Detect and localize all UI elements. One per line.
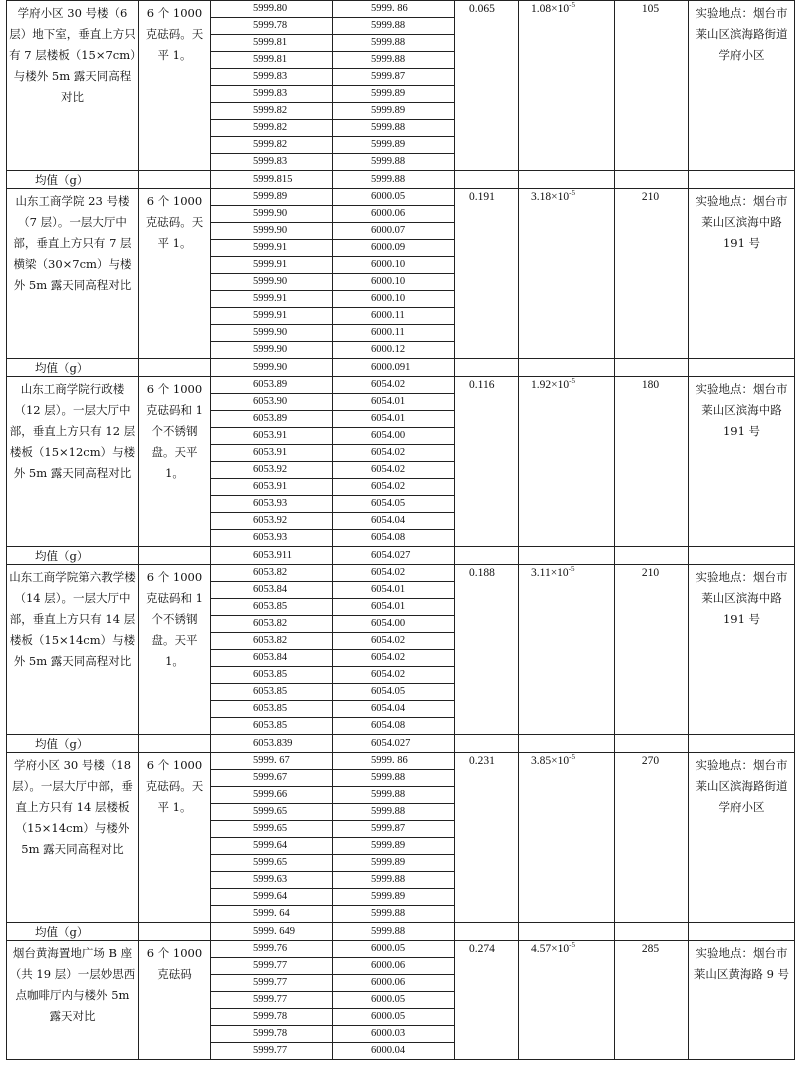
- outdoor-reading: 6000.06: [333, 975, 455, 992]
- indoor-reading: 5999.80: [211, 1, 333, 18]
- table-row: [7, 753, 795, 770]
- outdoor-reading: 6000.05: [333, 941, 455, 958]
- relative-ratio: [519, 941, 615, 1060]
- outdoor-reading: 5999.89: [333, 137, 455, 154]
- empty-cell: [519, 735, 615, 753]
- indoor-reading: 5999.78: [211, 1009, 333, 1026]
- measurement-table: [6, 0, 795, 1060]
- ratio-base: 3.11×10: [531, 567, 569, 579]
- relative-ratio: [519, 1, 615, 171]
- indoor-reading: 6053.91: [211, 428, 333, 445]
- empty-cell: [455, 547, 519, 565]
- outdoor-reading: 6000.03: [333, 1026, 455, 1043]
- test-object: 6 个 1000 克砝码。天平 1。: [139, 189, 211, 359]
- indoor-reading: 5999.90: [211, 223, 333, 240]
- outdoor-reading: 5999.88: [333, 52, 455, 69]
- outdoor-reading: 6054.00: [333, 616, 455, 633]
- mass-difference: 0.191: [455, 189, 519, 359]
- outdoor-reading: 6000.05: [333, 189, 455, 206]
- indoor-reading: 5999. 67: [211, 753, 333, 770]
- indoor-average: 6053.839: [211, 735, 333, 753]
- outdoor-average: 5999.88: [333, 923, 455, 941]
- outdoor-reading: 6000.05: [333, 1009, 455, 1026]
- indoor-reading: 5999.90: [211, 206, 333, 223]
- empty-cell: [455, 735, 519, 753]
- indoor-reading: 6053.84: [211, 582, 333, 599]
- outdoor-reading: 5999.88: [333, 906, 455, 923]
- outdoor-reading: 6054.04: [333, 513, 455, 530]
- outdoor-reading: 6054.02: [333, 565, 455, 582]
- average-label: 均值（g）: [7, 735, 139, 753]
- outdoor-reading: 6054.05: [333, 684, 455, 701]
- empty-cell: [615, 547, 689, 565]
- outdoor-reading: 6054.04: [333, 701, 455, 718]
- outdoor-average: 5999.88: [333, 171, 455, 189]
- outdoor-reading: 5999.88: [333, 872, 455, 889]
- table-row: [7, 377, 795, 394]
- indoor-reading: 5999.91: [211, 308, 333, 325]
- outdoor-reading: 6000.07: [333, 223, 455, 240]
- outdoor-reading: 6054.01: [333, 394, 455, 411]
- average-label: 均值（g）: [7, 547, 139, 565]
- outdoor-reading: 5999.88: [333, 770, 455, 787]
- indoor-reading: 6053.91: [211, 445, 333, 462]
- empty-cell: [139, 547, 211, 565]
- indoor-reading: 5999.77: [211, 958, 333, 975]
- indoor-reading: 5999.65: [211, 855, 333, 872]
- indoor-reading: 6053.85: [211, 667, 333, 684]
- empty-cell: [455, 359, 519, 377]
- experiment-location: 实验地点：烟台市莱山区黄海路 9 号: [689, 941, 795, 1060]
- outdoor-reading: 6054.02: [333, 650, 455, 667]
- outdoor-reading: 6054.02: [333, 667, 455, 684]
- empty-cell: [139, 923, 211, 941]
- average-row: [7, 171, 795, 189]
- ratio-exponent: -5: [568, 565, 575, 574]
- indoor-reading: 5999.77: [211, 1043, 333, 1060]
- outdoor-reading: 5999.88: [333, 18, 455, 35]
- ratio-base: 3.18×10: [531, 191, 570, 203]
- table-row: [7, 941, 795, 958]
- empty-cell: [689, 923, 795, 941]
- outdoor-reading: 6000.12: [333, 342, 455, 359]
- outdoor-reading: 5999. 86: [333, 1, 455, 18]
- outdoor-reading: 6000.11: [333, 325, 455, 342]
- outdoor-reading: 5999. 86: [333, 753, 455, 770]
- ratio-base: 1.08×10: [531, 3, 570, 15]
- experiment-location: 实验地点：烟台市莱山区滨海中路 191 号: [689, 377, 795, 547]
- experiment-description: 山东工商学院行政楼（12 层）。一层大厅中部，垂直上方只有 12 层楼板（15×12cm）与楼外 5m 露天同高程对比: [7, 377, 139, 547]
- outdoor-reading: 6000.10: [333, 274, 455, 291]
- outdoor-reading: 6054.08: [333, 718, 455, 735]
- experiment-description: 学府小区 30 号楼（6 层）地下室，垂直上方只有 7 层楼板（15×7cm）与楼外 5m 露天同高程对比: [7, 1, 139, 171]
- indoor-average: 5999. 649: [211, 923, 333, 941]
- table-row: [7, 189, 795, 206]
- empty-cell: [689, 171, 795, 189]
- indoor-reading: 5999.83: [211, 69, 333, 86]
- mass-difference: 0.231: [455, 753, 519, 923]
- empty-cell: [139, 359, 211, 377]
- empty-cell: [519, 547, 615, 565]
- outdoor-average: 6054.027: [333, 547, 455, 565]
- outdoor-reading: 6054.05: [333, 496, 455, 513]
- building-height: 210: [615, 189, 689, 359]
- indoor-reading: 6053.85: [211, 701, 333, 718]
- outdoor-reading: 6000.10: [333, 257, 455, 274]
- indoor-reading: 5999.91: [211, 257, 333, 274]
- indoor-reading: 5999.78: [211, 18, 333, 35]
- experiment-description: 山东工商学院 23 号楼（7 层）。一层大厅中部，垂直上方只有 7 层横梁（30×7cm）与楼外 5m 露天同高程对比: [7, 189, 139, 359]
- indoor-reading: 5999.90: [211, 274, 333, 291]
- outdoor-reading: 6000.06: [333, 958, 455, 975]
- outdoor-reading: 5999.89: [333, 103, 455, 120]
- average-label: 均值（g）: [7, 171, 139, 189]
- indoor-reading: 6053.92: [211, 462, 333, 479]
- empty-cell: [615, 359, 689, 377]
- empty-cell: [615, 735, 689, 753]
- outdoor-reading: 6054.02: [333, 462, 455, 479]
- outdoor-reading: 6054.02: [333, 445, 455, 462]
- ratio-base: 3.85×10: [531, 755, 570, 767]
- outdoor-reading: 6000.09: [333, 240, 455, 257]
- indoor-reading: 6053.90: [211, 394, 333, 411]
- outdoor-reading: 6000.04: [333, 1043, 455, 1060]
- indoor-reading: 5999.83: [211, 86, 333, 103]
- indoor-reading: 5999.82: [211, 137, 333, 154]
- ratio-base: 1.92×10: [531, 379, 570, 391]
- outdoor-reading: 5999.89: [333, 838, 455, 855]
- outdoor-reading: 6054.02: [333, 633, 455, 650]
- table-row: [7, 565, 795, 582]
- indoor-reading: 5999. 64: [211, 906, 333, 923]
- outdoor-reading: 5999.88: [333, 804, 455, 821]
- table-row: [7, 1, 795, 18]
- building-height: 270: [615, 753, 689, 923]
- outdoor-reading: 5999.87: [333, 69, 455, 86]
- indoor-average: 6053.911: [211, 547, 333, 565]
- outdoor-reading: 6054.00: [333, 428, 455, 445]
- outdoor-reading: 6000.06: [333, 206, 455, 223]
- indoor-reading: 6053.89: [211, 411, 333, 428]
- outdoor-reading: 6000.05: [333, 992, 455, 1009]
- relative-ratio: [519, 565, 615, 735]
- average-row: [7, 735, 795, 753]
- indoor-reading: 5999.83: [211, 154, 333, 171]
- indoor-reading: 6053.89: [211, 377, 333, 394]
- experiment-location: 实验地点：烟台市莱山区滨海路街道学府小区: [689, 753, 795, 923]
- outdoor-average: 6054.027: [333, 735, 455, 753]
- average-label: 均值（g）: [7, 923, 139, 941]
- experiment-description: 山东工商学院第六教学楼（14 层）。一层大厅中部，垂直上方只有 14 层楼板（15×14cm）与楼外 5m 露天同高程对比: [7, 565, 139, 735]
- outdoor-reading: 5999.89: [333, 889, 455, 906]
- outdoor-reading: 5999.89: [333, 86, 455, 103]
- empty-cell: [689, 735, 795, 753]
- building-height: 105: [615, 1, 689, 171]
- experiment-location: 实验地点：烟台市莱山区滨海中路 191 号: [689, 565, 795, 735]
- average-row: [7, 923, 795, 941]
- indoor-reading: 6053.82: [211, 565, 333, 582]
- empty-cell: [689, 547, 795, 565]
- test-object: 6 个 1000 克砝码和 1 个不锈钢盘。天平 1。: [139, 565, 211, 735]
- building-height: 285: [615, 941, 689, 1060]
- indoor-reading: 5999.89: [211, 189, 333, 206]
- indoor-reading: 5999.65: [211, 821, 333, 838]
- empty-cell: [139, 735, 211, 753]
- outdoor-reading: 6000.10: [333, 291, 455, 308]
- indoor-reading: 6053.91: [211, 479, 333, 496]
- indoor-reading: 5999.90: [211, 342, 333, 359]
- experiment-location: 实验地点：烟台市莱山区滨海中路 191 号: [689, 189, 795, 359]
- average-row: [7, 359, 795, 377]
- indoor-reading: 6053.85: [211, 684, 333, 701]
- ratio-exponent: -5: [569, 1, 575, 10]
- indoor-reading: 6053.85: [211, 718, 333, 735]
- indoor-reading: 5999.63: [211, 872, 333, 889]
- indoor-reading: 5999.65: [211, 804, 333, 821]
- outdoor-reading: 6054.01: [333, 582, 455, 599]
- outdoor-reading: 5999.89: [333, 855, 455, 872]
- mass-difference: 0.274: [455, 941, 519, 1060]
- empty-cell: [139, 171, 211, 189]
- test-object: 6 个 1000 克砝码。天平 1。: [139, 753, 211, 923]
- experiment-description: 烟台黄海置地广场 B 座（共 19 层）一层妙思西点咖啡厅内与楼外 5m 露天对比: [7, 941, 139, 1060]
- empty-cell: [519, 171, 615, 189]
- mass-difference: 0.188: [455, 565, 519, 735]
- empty-cell: [615, 923, 689, 941]
- indoor-reading: 5999.90: [211, 325, 333, 342]
- indoor-reading: 5999.76: [211, 941, 333, 958]
- relative-ratio: [519, 189, 615, 359]
- indoor-reading: 5999.77: [211, 992, 333, 1009]
- indoor-reading: 6053.85: [211, 599, 333, 616]
- indoor-reading: 5999.91: [211, 240, 333, 257]
- outdoor-reading: 6054.08: [333, 530, 455, 547]
- indoor-reading: 5999.64: [211, 838, 333, 855]
- outdoor-reading: 5999.88: [333, 787, 455, 804]
- outdoor-reading: 6000.11: [333, 308, 455, 325]
- indoor-reading: 5999.82: [211, 103, 333, 120]
- empty-cell: [689, 359, 795, 377]
- average-row: [7, 547, 795, 565]
- indoor-average: 5999.90: [211, 359, 333, 377]
- empty-cell: [615, 171, 689, 189]
- test-object: 6 个 1000 克砝码和 1 个不锈钢盘。天平 1。: [139, 377, 211, 547]
- ratio-exponent: -5: [569, 189, 575, 198]
- indoor-reading: 5999.81: [211, 35, 333, 52]
- outdoor-reading: 6054.02: [333, 479, 455, 496]
- outdoor-reading: 5999.88: [333, 154, 455, 171]
- outdoor-reading: 6054.01: [333, 411, 455, 428]
- building-height: 180: [615, 377, 689, 547]
- experiment-description: 学府小区 30 号楼（18 层）。一层大厅中部，垂直上方只有 14 层楼板（15×14cm）与楼外 5m 露天同高程对比: [7, 753, 139, 923]
- empty-cell: [519, 923, 615, 941]
- mass-difference: 0.116: [455, 377, 519, 547]
- ratio-exponent: -5: [569, 377, 575, 386]
- ratio-base: 4.57×10: [531, 943, 570, 955]
- indoor-reading: 5999.67: [211, 770, 333, 787]
- indoor-reading: 5999.66: [211, 787, 333, 804]
- indoor-reading: 5999.81: [211, 52, 333, 69]
- indoor-reading: 5999.91: [211, 291, 333, 308]
- building-height: 210: [615, 565, 689, 735]
- indoor-reading: 6053.82: [211, 616, 333, 633]
- indoor-reading: 5999.78: [211, 1026, 333, 1043]
- test-object: 6 个 1000 克砝码: [139, 941, 211, 1060]
- empty-cell: [455, 923, 519, 941]
- indoor-reading: 5999.64: [211, 889, 333, 906]
- indoor-average: 5999.815: [211, 171, 333, 189]
- indoor-reading: 5999.82: [211, 120, 333, 137]
- outdoor-reading: 5999.88: [333, 35, 455, 52]
- outdoor-reading: 6054.02: [333, 377, 455, 394]
- ratio-exponent: -5: [569, 753, 575, 762]
- empty-cell: [455, 171, 519, 189]
- indoor-reading: 6053.92: [211, 513, 333, 530]
- indoor-reading: 5999.77: [211, 975, 333, 992]
- indoor-reading: 6053.82: [211, 633, 333, 650]
- outdoor-reading: 5999.87: [333, 821, 455, 838]
- test-object: 6 个 1000 克砝码。天平 1。: [139, 1, 211, 171]
- indoor-reading: 6053.93: [211, 530, 333, 547]
- relative-ratio: [519, 377, 615, 547]
- outdoor-reading: 5999.88: [333, 120, 455, 137]
- outdoor-average: 6000.091: [333, 359, 455, 377]
- experiment-location: 实验地点：烟台市莱山区滨海路街道学府小区: [689, 1, 795, 171]
- outdoor-reading: 6054.01: [333, 599, 455, 616]
- mass-difference: 0.065: [455, 1, 519, 171]
- empty-cell: [519, 359, 615, 377]
- ratio-exponent: -5: [569, 941, 575, 950]
- indoor-reading: 6053.93: [211, 496, 333, 513]
- relative-ratio: [519, 753, 615, 923]
- indoor-reading: 6053.84: [211, 650, 333, 667]
- average-label: 均值（g）: [7, 359, 139, 377]
